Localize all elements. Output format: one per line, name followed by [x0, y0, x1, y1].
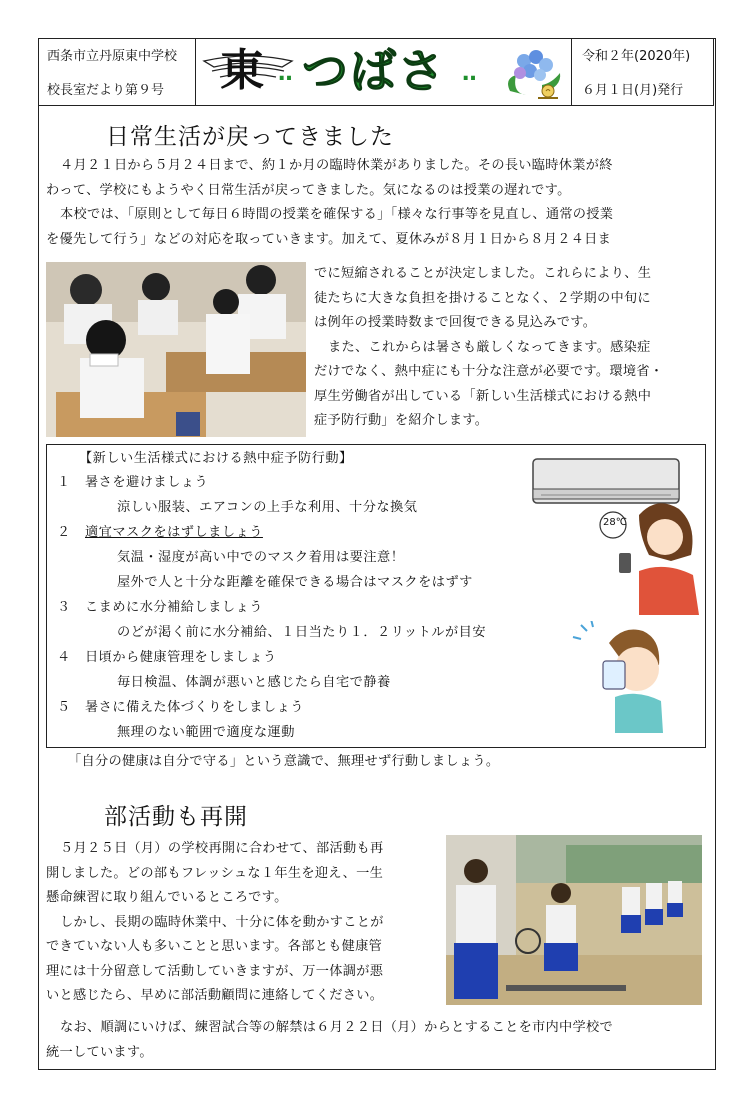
header-left [38, 38, 196, 106]
item-title: こまめに水分補給しましょう [85, 600, 263, 615]
paragraph: は例年の授業時数まで回復できる見込みです。 [314, 315, 597, 330]
paragraph: 開しました。どの部もフレッシュな１年生を迎え、一生 [46, 865, 384, 881]
item-detail: 毎日検温、体調が悪いと感じたら自宅で静養 [117, 675, 391, 690]
school-name: 西条市立丹原東中学校 [47, 48, 178, 64]
paragraph: できていない人も多いことと思います。各部とも健康管 [46, 939, 383, 954]
item-number: ２ [57, 525, 71, 540]
item-title: 暑さを避けましょう [85, 475, 209, 490]
dots-decoration-icon: ‥ [278, 61, 293, 86]
header-right [571, 38, 714, 106]
item-number: ４ [57, 650, 71, 665]
item-detail: 無理のない範囲で適度な運動 [117, 725, 295, 740]
dots-decoration-icon-right: ‥ [462, 61, 477, 86]
section1-body-top [46, 154, 710, 252]
section2-body-bottom [46, 1016, 710, 1065]
heatstroke-box [46, 444, 706, 748]
item-detail: のどが渇く前に水分補給、１日当たり１．２リットルが目安 [117, 625, 487, 640]
issue-date: ６月１日(月)発行 [582, 82, 684, 98]
paragraph: 厚生労働省が出している「新しい生活様式における熱中 [314, 388, 652, 404]
paragraph: 本校では、「原則として毎日６時間の授業を確保する」「様々な行事等を見直し、通常の授業 [60, 207, 614, 222]
item-detail: 涼しい服装、エアコンの上手な利用、十分な換気 [117, 500, 418, 515]
paragraph: 統一しています。 [46, 1044, 153, 1060]
thermometer-label: 28℃ [603, 517, 627, 528]
section1-title: 日常生活が戻ってきました [106, 124, 394, 150]
club-activity-photo [446, 835, 702, 1005]
item-number: ３ [57, 600, 71, 615]
woman-thermometer-icon [599, 495, 705, 615]
item-detail: 屋外で人と十分な距離を確保できる場合はマスクをはずす [117, 575, 473, 590]
section2-body-left [46, 837, 446, 1009]
classroom-photo [46, 262, 306, 437]
paragraph: ４月２１日から５月２４日まで、約１か月の臨時休業がありました。その長い臨時休業が終 [60, 158, 613, 173]
item-number: ５ [57, 700, 71, 715]
paragraph: 懸命練習に取り組んでいるところです。 [46, 890, 288, 905]
item-number: １ [57, 475, 71, 490]
title-kanji: 東 [220, 45, 266, 96]
item-title: 日頃から健康管理をしましょう [85, 650, 277, 665]
boy-drinking-icon [565, 621, 675, 733]
title-kana: つばさ [302, 44, 446, 98]
paragraph: いと感じたら、早めに部活動顧問に連絡してください。 [46, 988, 384, 1003]
paragraph: 症予防行動」を紹介します。 [314, 413, 489, 428]
paragraph: を優先して行う」などの対応を取っていきます。加えて、夏休みが８月１日から８月２４日ま [46, 231, 612, 247]
paragraph: また、これからは暑さも厳しくなってきます。感染症 [328, 339, 651, 355]
section1-body-right [314, 262, 710, 434]
item-title: 暑さに備えた体づくりをしましょう [85, 700, 304, 715]
paragraph: だけでなく、熱中症にも十分な注意が必要です。環境省・ [314, 364, 664, 379]
paragraph: わって、学校にもようやく日常生活が戻ってきました。気になるのは授業の遅れです。 [46, 182, 571, 198]
newsletter-number: 校長室だより第９号 [47, 82, 165, 98]
box-heading: 【新しい生活様式における熱中症予防行動】 [79, 451, 353, 466]
section2-title: 部活動も再開 [104, 804, 248, 830]
heatstroke-closing: 「自分の健康は自分で守る」という意識で、無理せず行動しましょう。 [68, 754, 500, 769]
paragraph: でに短縮されることが決定しました。これらにより、生 [314, 266, 652, 281]
item-detail: 気温・湿度が高い中でのマスク着用は要注意！ [117, 550, 405, 565]
era-date: 令和２年(2020年) [582, 48, 691, 64]
item-title: 適宜マスクをはずしましょう [85, 525, 263, 540]
paragraph: 理には十分留意して活動していきますが、万一体調が悪 [46, 963, 384, 979]
paragraph: 徒たちに大きな負担を掛けることなく、２学期の中旬に [314, 290, 651, 306]
hydrangea-snail-icon [502, 43, 568, 103]
header-title-area [196, 38, 571, 106]
paragraph: しかし、長期の臨時休業中、十分に体を動かすことが [60, 914, 384, 930]
paragraph: ５月２５日（月）の学校再開に合わせて、部活動も再 [60, 841, 384, 856]
paragraph: なお、順調にいけば、練習試合等の解禁は６月２２日（月）からとすることを市内中学校で [60, 1020, 613, 1035]
